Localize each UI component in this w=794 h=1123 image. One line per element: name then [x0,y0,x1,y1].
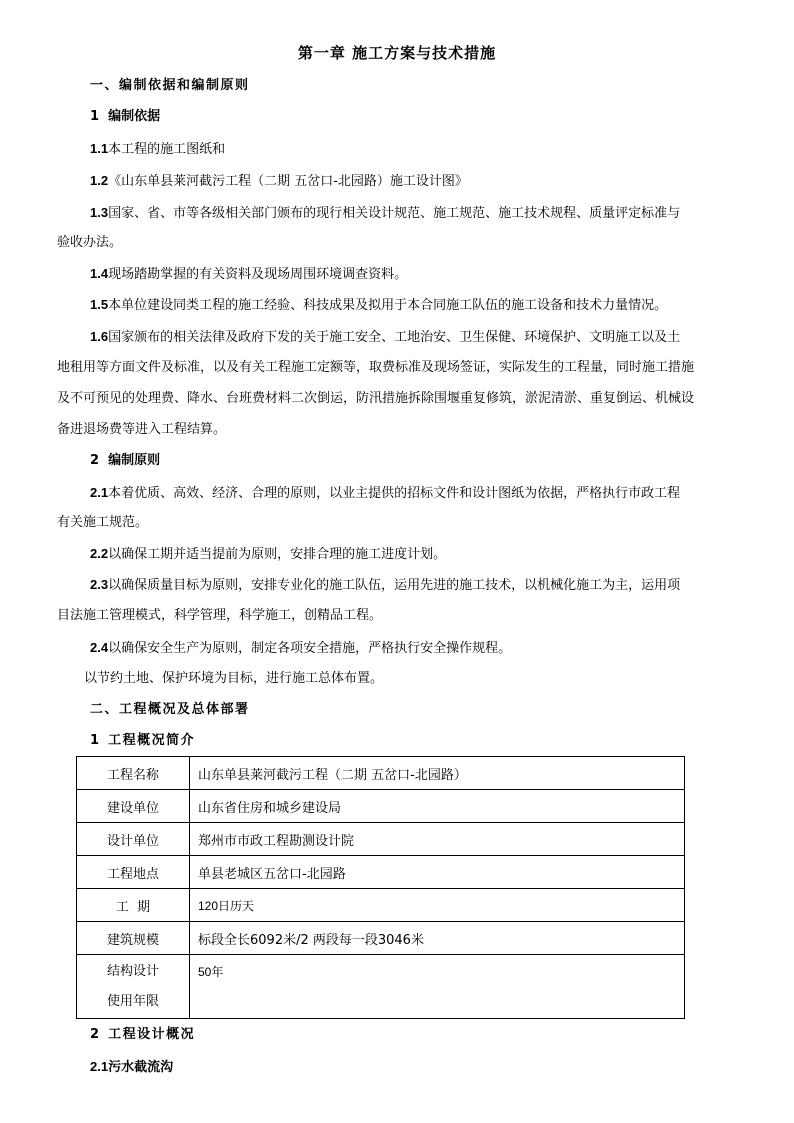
table-value: 山东单县莱河截污工程（二期 五岔口-北园路） [190,757,685,790]
subsection-title: 编制原则 [108,453,161,468]
subsection-number: 2 [90,1027,100,1042]
table-row [77,955,685,1019]
item-number: 2.4 [90,640,109,655]
table-key: 设计单位 [77,823,190,856]
subsection-number: 2.1 [90,1059,109,1074]
paragraph [90,265,407,284]
item-text: 以确保质量目标为原则，安排专业化的施工队伍，运用先进的施工技术，以机械化施工为主，运用项 [108,578,681,593]
project-info-table [76,756,685,1019]
item-number: 1.4 [90,266,109,281]
table-row [77,757,685,790]
item-number: 1.1 [90,141,109,156]
paragraph [90,576,680,595]
table-value: 山东省住房和城乡建设局 [190,790,685,823]
item-number: 1.3 [90,205,109,220]
table-row [77,889,685,922]
item-text: 国家、省、市等各级相关部门颁布的现行相关设计规范、施工规范、施工技术规程、质量评定标准与 [108,206,681,221]
item-text: 《山东单县莱河截污工程（二期 五岔口-北园路）施工设计图》 [108,174,468,189]
paragraph-continuation: 备进退场费等进入工程结算。 [57,422,227,437]
table-key [77,955,190,1019]
paragraph-continuation: 地租用等方面文件及标准，以及有关工程施工定额等，取费标准及现场签证，实际发生的工程量，同时施工措施 [57,360,695,375]
section-heading-1: 一、编制依据和编制原则 [90,78,250,93]
subsection-title: 污水截流沟 [108,1060,174,1075]
paragraph [90,204,680,223]
table-key: 建筑规模 [77,922,190,955]
paragraph-continuation: 验收办法。 [57,235,123,250]
subsection-number: 1 [90,109,100,124]
table-value: 标段全长6092米/2 两段每一段3046米 [190,922,685,955]
paragraph [90,545,446,564]
table-row [77,823,685,856]
paragraph [90,639,511,658]
subsection-heading [90,1058,173,1077]
chapter-title: 第一章 施工方案与技术措施 [297,44,497,62]
table-key: 工 期 [77,889,190,922]
item-number: 1.6 [90,329,109,344]
item-text: 国家颁布的相关法律及政府下发的关于施工安全、工地治安、卫生保健、环境保护、文明施工以及土 [108,330,681,345]
paragraph [90,140,225,159]
item-text: 以确保安全生产为原则，制定各项安全措施，严格执行安全操作规程。 [108,641,512,656]
subsection-heading [90,732,195,750]
table-value: 50年 [190,955,685,1019]
item-number: 1.5 [90,297,109,312]
item-number: 1.2 [90,173,109,188]
paragraph [90,296,667,315]
table-key: 工程地点 [77,856,190,889]
table-key-line: 使用年限 [106,993,159,1009]
table-value: 120日历天 [190,889,685,922]
subsection-heading [90,1026,195,1044]
table-row [77,922,685,955]
table-key: 建设单位 [77,790,190,823]
subsection-title: 工程设计概况 [108,1027,196,1042]
paragraph [90,172,468,191]
item-text: 以确保工期并适当提前为原则，安排合理的施工进度计划。 [108,547,447,562]
paragraph-continuation: 有关施工规范。 [57,515,149,530]
item-text: 本工程的施工图纸和 [108,142,226,157]
subsection-number: 2 [90,453,100,468]
item-number: 2.1 [90,485,109,500]
paragraph: 以节约土地、保护环境为目标，进行施工总体布置。 [84,671,384,686]
table-value: 单县老城区五岔口-北园路 [190,856,685,889]
table-key: 工程名称 [77,757,190,790]
subsection-number: 1 [90,733,100,748]
table-key-line: 结构设计 [106,963,159,979]
paragraph [90,484,680,503]
table-row [77,790,685,823]
paragraph-continuation: 及不可预见的处理费、降水、台班费材料二次倒运，防汛措施拆除围堰重复修筑，淤泥清淤、重复倒运、机械设 [57,391,695,406]
item-text: 本着优质、高效、经济、合理的原则，以业主提供的招标文件和设计图纸为依据，严格执行市政工程 [108,486,681,501]
item-text: 本单位建设同类工程的施工经验、科技成果及拟用于本合同施工队伍的施工设备和技术力量情况。 [108,298,668,313]
section-heading-2: 二、工程概况及总体部署 [90,702,250,717]
table-row [77,856,685,889]
subsection-heading [90,108,160,126]
paragraph [90,328,680,347]
subsection-title: 工程概况简介 [108,733,196,748]
item-number: 2.2 [90,546,109,561]
paragraph-continuation: 目法施工管理模式，科学管理，科学施工，创精品工程。 [57,608,383,623]
subsection-title: 编制依据 [108,109,161,124]
subsection-heading [90,452,160,470]
item-text: 现场踏勘掌握的有关资料及现场周围环境调查资料。 [108,267,408,282]
table-value: 郑州市市政工程勘测设计院 [190,823,685,856]
item-number: 2.3 [90,577,109,592]
